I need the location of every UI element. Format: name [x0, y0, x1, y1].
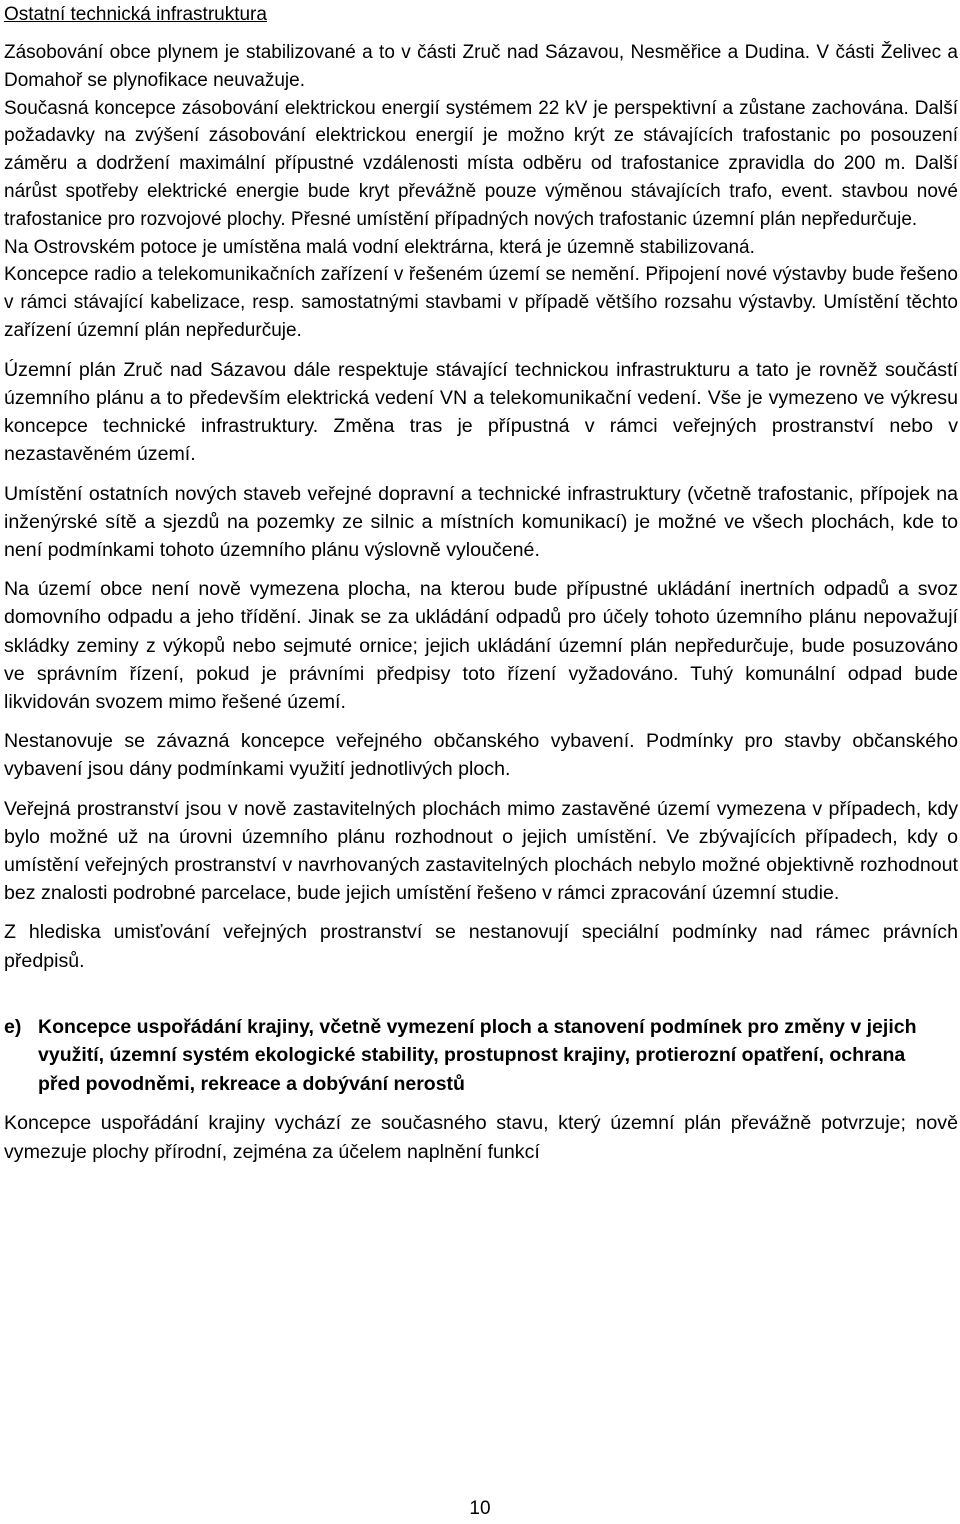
section-e-label: e) [4, 1015, 22, 1038]
paragraph-existing-infrastructure: Územní plán Zruč nad Sázavou dále respektuje stávající technickou infrastrukturu a tato je rovněž součástí územního plánu a to především elektrická vedení VN a telekomunikační vedení. Vše je vymezeno ve výkresu koncepce technické infrastruktury. Změna tras je přípustná v rámci veřejných prostranství nebo v nezastavěném území. [4, 358, 958, 466]
text-hydro-plant: Na Ostrovském potoce je umístěna malá vodní elektrárna, která je územně stabilizovaná. [4, 236, 755, 258]
paragraph-civic-amenities: Nestanovuje se závazná koncepce veřejného občanského vybavení. Podmínky pro stavby občanského vybavení jsou dány podmínkami využití jednotlivých ploch. [4, 730, 958, 781]
section-e-heading [4, 1013, 958, 1099]
paragraph-waste: Na území obce není nově vymezena plocha, na kterou bude přípustné ukládání inertních odpadů a svoz domovního odpadu a jeho třídění. Jinak se za ukládání odpadů pro účely tohoto územního plánu nepovažují skládky zeminy z výkopů nebo sejmuté ornice; jejich ukládání územní plán nepředurčuje, bude posuzováno ve správním řízení, pokud je právními předpisy toto řízení vyžadováno. Tuhý komunální odpad bude likvidován svozem mimo řešené území. [4, 578, 958, 713]
text-gas-supply: Zásobování obce plynem je stabilizované a to v části Zruč nad Sázavou, Nesměřice a Dudina. V části Želivec a Domahoř se plynofikace neuvažuje. [4, 42, 958, 91]
text-electricity: Současná koncepce zásobování elektrickou energií systémem 22 kV je perspektivní a zůstane zachována. Další požadavky na zvýšení zásobování elektrickou energií je možno krýt ze stávajících trafostanic po posouzení záměru a dodržení maximální přípustné vzdálenosti místa odběru od trafostanice zpravidla do 200 m. Další nárůst spotřeby elektrické energie bude kryt převážně pouze výměnou stávajících trafo, event. stavbou nové trafostanice pro rozvojové plochy. Přesné umístění případných nových trafostanic územní plán nepředurčuje. [4, 97, 958, 230]
paragraph-landscape: Koncepce uspořádání krajiny vychází ze současného stavu, který územní plán převážně potvrzuje; nově vymezuje plochy přírodní, zejména za účelem naplnění funkcí [4, 1112, 958, 1163]
paragraph-new-structures: Umístění ostatních nových staveb veřejné dopravní a technické infrastruktury (včetně trafostanic, přípojek na inženýrské sítě a sjezdů na pozemky ze silnic a místních komunikací) je možné ve všech plochách, kde to není podmínkami tohoto územního plánu výslovně vyloučené. [4, 482, 958, 561]
page-number: 10 [469, 1498, 491, 1519]
section-e-title: Koncepce uspořádání krajiny, včetně vymezení ploch a stanovení podmínek pro změny v jejich využití, územní systém ekologické stability, prostupnost krajiny, protierozní opatření, ochrana před povodněmi, rekreace a dobývání nerostů [38, 1015, 917, 1095]
document-page [4, 0, 958, 1166]
paragraph-public-space-conditions: Z hlediska umisťování veřejných prostranství se nestanovují speciální podmínky nad rámec právních předpisů. [4, 921, 958, 972]
text-telecom: Koncepce radio a telekomunikačních zařízení v řešeném území se nemění. Připojení nové výstavby bude řešeno v rámci stávající kabelizace, resp. samostatnými stavbami v případě většího rozsahu výstavby. Umístění těchto zařízení územní plán nepředurčuje. [4, 264, 958, 341]
paragraph-energy [4, 39, 958, 345]
section-heading-infrastructure: Ostatní technická infrastruktura [4, 4, 267, 25]
paragraph-public-spaces: Veřejná prostranství jsou v nově zastavitelných plochách mimo zastavěné území vymezena v případech, kdy bylo možné už na úrovni územního plánu rozhodnout o jejich umístění. Ve zbývajících případech, kdy o umístění veřejných prostranství v navrhovaných zastavitelných plochách nebylo možné objektivně rozhodnout bez znalosti podrobné parcelace, bude jejich umístění řešeno v rámci zpracování územní studie. [4, 797, 958, 905]
